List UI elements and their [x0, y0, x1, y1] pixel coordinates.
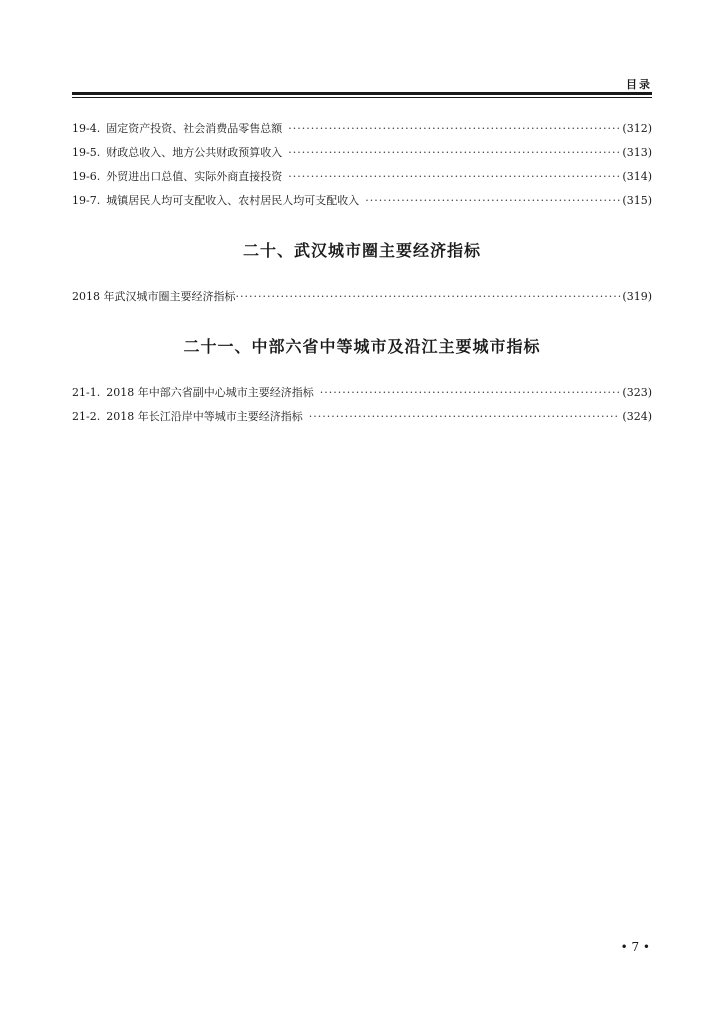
dot-leader: [236, 290, 621, 303]
dot-leader: [309, 410, 621, 423]
toc-entry-title: 财政总收入、地方公共财政预算收入: [106, 146, 283, 159]
dot-leader: [320, 386, 621, 399]
toc-entry-title: 2018 年中部六省副中心城市主要经济指标: [106, 386, 314, 399]
toc-entry-title: 城镇居民人均可支配收入、农村居民人均可支配收入: [106, 194, 360, 207]
dot-leader: [365, 194, 620, 207]
toc-entry-number: 21-1.: [72, 386, 101, 399]
toc-entry-page: (315): [622, 194, 652, 207]
toc-entry-title: 固定资产投资、社会消费品零售总额: [106, 122, 283, 135]
page-number: • 7 •: [620, 940, 650, 954]
section-title: 二十、武汉城市圈主要经济指标: [242, 241, 481, 260]
dot-leader: [288, 122, 620, 135]
toc-entry-page: (324): [622, 410, 652, 423]
toc-entry[interactable]: [72, 288, 652, 306]
dot-leader: [288, 170, 620, 183]
toc-entry-page: (314): [622, 170, 652, 183]
running-header: 目录: [626, 78, 652, 91]
toc-entry-page: (319): [622, 290, 652, 303]
toc-entry-number: 19-6.: [72, 170, 101, 183]
toc-entry[interactable]: [72, 168, 652, 186]
section-title: 二十一、中部六省中等城市及沿江主要城市指标: [183, 337, 541, 356]
toc-entry[interactable]: [72, 384, 652, 402]
toc-entry-number: 19-5.: [72, 146, 101, 159]
dot-leader: [288, 146, 620, 159]
toc-entry-title: 2018 年长江沿岸中等城市主要经济指标: [106, 410, 303, 423]
header-rule-thin: [72, 97, 652, 98]
toc-entry[interactable]: [72, 408, 652, 426]
toc-entry-page: (313): [622, 146, 652, 159]
toc-entry[interactable]: [72, 192, 652, 210]
toc-entry-title: 2018 年武汉城市圈主要经济指标: [72, 290, 236, 303]
toc-entry[interactable]: [72, 120, 652, 138]
toc-entry-page: (323): [622, 386, 652, 399]
toc-entry-page: (312): [622, 122, 652, 135]
toc-entry-title: 外贸进出口总值、实际外商直接投资: [106, 170, 283, 183]
header-rule-thick: [72, 92, 652, 95]
toc-entry-number: 19-4.: [72, 122, 101, 135]
toc-entry[interactable]: [72, 144, 652, 162]
toc-entry-number: 19-7.: [72, 194, 101, 207]
toc-entry-number: 21-2.: [72, 410, 101, 423]
